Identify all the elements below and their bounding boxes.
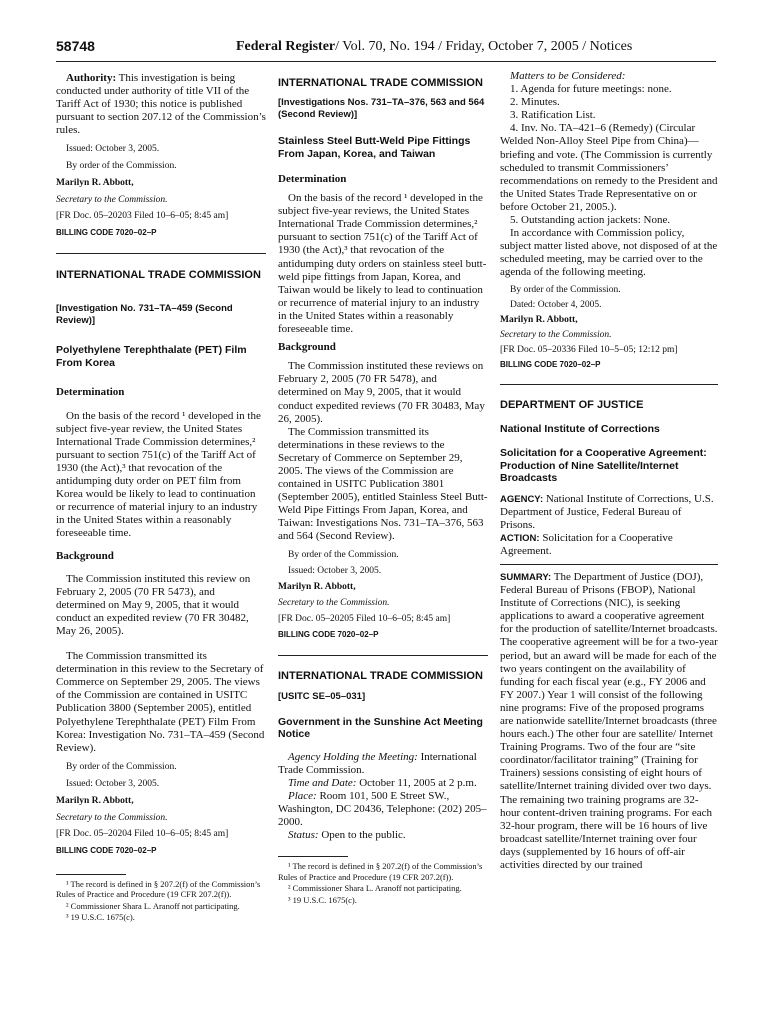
- footnote-2: ² Commissioner Shara L. Aranoff not participating.: [66, 900, 240, 911]
- fr-doc-line: [FR Doc. 05–20336 Filed 10–5–05; 12:12 pm]: [500, 344, 678, 355]
- publication-name: Federal Register: [236, 39, 336, 54]
- summary-paragraph: [500, 571, 718, 872]
- docket-number: [Investigations Nos. 731–TA–376, 563 and 564 (Second Review)]: [278, 97, 485, 120]
- header-citation: [236, 39, 632, 55]
- action-label: ACTION:: [500, 532, 540, 544]
- fr-doc-line: [FR Doc. 05–20205 Filed 10–6–05; 8:45 am]: [278, 613, 451, 624]
- background-heading: Background: [278, 341, 336, 354]
- footnote-rule: [56, 874, 126, 875]
- agency-heading: INTERNATIONAL TRADE COMMISSION: [278, 77, 483, 89]
- notice-subject: Government in the Sunshine Act Meeting Notice: [278, 715, 483, 741]
- footnote-3: ³ 19 U.S.C. 1675(c).: [288, 894, 357, 905]
- agency-heading: INTERNATIONAL TRADE COMMISSION: [278, 669, 483, 682]
- signer-title: Secretary to the Commission.: [56, 195, 168, 206]
- agency-holding-text: International Trade Commission.: [278, 750, 477, 776]
- notice-divider: [278, 655, 488, 656]
- agenda-item: 4. Inv. No. TA–421–6 (Remedy) (Circular Welded Non-Alloy Steel Pipe from China)—briefing and vote. (The Commission is currently scheduled to transmit Commissioners’ recommendations on remedy to the President and the United States Trade Representative on or before October 21, 2005.).: [500, 122, 718, 213]
- by-order: By order of the Commission.: [66, 161, 177, 172]
- agency-holding-label: Agency Holding the Meeting:: [288, 750, 418, 763]
- page-number: 58748: [56, 38, 95, 54]
- notice-subject: Stainless Steel Butt-Weld Pipe Fittings From Japan, Korea, and Taiwan: [278, 135, 471, 160]
- matters-label: Matters to be Considered:: [510, 70, 626, 82]
- background-paragraph-1: The Commission instituted this review on February 2, 2005 (70 FR 5473), and determined on May 9, 2005, that it would conduct an expedited review (70 FR 30482, May 26, 2005).: [56, 572, 251, 637]
- by-order: By order of the Commission.: [66, 761, 177, 772]
- meeting-place: [278, 790, 488, 829]
- time-and-date: [278, 777, 488, 790]
- determination-heading: Determination: [278, 173, 347, 185]
- issued-date: Issued: October 3, 2005.: [288, 565, 382, 576]
- signer-name: Marilyn R. Abbott,: [278, 581, 356, 592]
- fr-doc-line: [FR Doc. 05–20204 Filed 10–6–05; 8:45 am]: [56, 828, 229, 839]
- agency-holding-meeting: [278, 751, 488, 777]
- authority-paragraph: [56, 72, 266, 137]
- agency-text: National Institute of Corrections, U.S. Department of Justice, Federal Bureau of Prisons.: [500, 492, 714, 531]
- sub-agency: National Institute of Corrections: [500, 422, 660, 435]
- signer-title: Secretary to the Commission.: [500, 329, 612, 340]
- time-label: Time and Date:: [288, 776, 357, 789]
- billing-code: BILLING CODE 7020–02–P: [278, 629, 379, 639]
- notice-divider: [56, 253, 266, 254]
- signer-name: Marilyn R. Abbott,: [500, 314, 578, 325]
- signer-title: Secretary to the Commission.: [278, 597, 390, 608]
- billing-code: BILLING CODE 7020–02–P: [56, 845, 157, 855]
- agency-heading: INTERNATIONAL TRADE COMMISSION: [56, 269, 261, 282]
- status-label: Status:: [288, 829, 319, 842]
- issued-date: Issued: October 3, 2005.: [66, 144, 160, 155]
- signer-name: Marilyn R. Abbott,: [56, 795, 134, 806]
- notice-subject: Polyethylene Terephthalate (PET) Film From Korea: [56, 344, 247, 369]
- agenda-list: [500, 83, 718, 227]
- agenda-item: 2. Minutes.: [510, 96, 560, 109]
- dated: Dated: October 4, 2005.: [510, 299, 602, 310]
- summary-divider: [500, 564, 718, 565]
- carryover-policy: In accordance with Commission policy, subject matter listed above, not disposed of at the scheduled meeting, may be carried over to the agenda of the following meeting.: [500, 227, 718, 279]
- determination-text: On the basis of the record ¹ developed in the subject five-year reviews, the United States International Trade Commission determines,² pursuant to section 751(c) of the Tariff Act of 1930 (the Act),³ that revocation of the antidumping duty orders on stainless steel butt-weld pipe fittings from Japan, Korea, and Taiwan would be likely to lead to continuation or recurrence of material injury to an industry in the United States within a reasonably foreseeable time.: [278, 192, 487, 336]
- meeting-status: [278, 829, 488, 842]
- docket-number: [USITC SE–05–031]: [278, 690, 366, 702]
- docket-number: [Investigation No. 731–TA–459 (Second Review)]: [56, 303, 233, 327]
- column-3: [500, 70, 718, 872]
- summary-text: The Department of Justice (DOJ), Federal Bureau of Prisons (FBOP), National Institute of Corrections (NIC), is seeking applications to award a cooperative agreement for the production of satellite/Internet broadcasts. The cooperative agreement will be for a two-year period, but an award will be made for each of the two years contingent on the availability of funding for each fiscal year (e.g., FY 2006 and FY 2007.) Year 1 will consist of the following nine programs: Five of the proposed programs are nationwide satellite/Internet broadcasts (three hours each.) The other four are satellite/ Internet Training Programs. Two of the four are “site coordinator/facilitator training” (Training for Trainers) sessions consisting of eight hours of satellite/Internet training divided over two days. The remaining two training programs are 32-hour content-driven training programs. For each 32-hour program, there will be 16 hours of live broadcast satellite/Internet training over four days (supplemented by 16 hours of off-air activities directed by our trained: [500, 570, 718, 872]
- agency-heading: DEPARTMENT OF JUSTICE: [500, 398, 644, 411]
- background-paragraph-2: The Commission transmitted its determinations in these reviews to the Secretary of Commerce on September 29, 2005. The views of the Commission are contained in USITC Publication 3801 (September 2005), entitled Stainless Steel Butt-Weld Pipe Fittings From Japan, Korea, and Taiwan: Investigations Nos. 731–TA–376, 563 and 564 (Second Review).: [278, 425, 488, 543]
- notice-divider: [500, 384, 718, 385]
- notice-subject: Solicitation for a Cooperative Agreement: Production of Nine Satellite/Internet Broadcasts: [500, 447, 707, 484]
- signer-title: Secretary to the Commission.: [56, 812, 168, 823]
- status-text: Open to the public.: [318, 829, 406, 842]
- running-header: [56, 38, 716, 58]
- by-order: By order of the Commission.: [510, 284, 621, 295]
- time-text: October 11, 2005 at 2 p.m.: [356, 776, 477, 789]
- action-text: Solicitation for a Cooperative Agreement.: [500, 531, 673, 557]
- by-order: By order of the Commission.: [288, 549, 399, 560]
- background-paragraph-2: The Commission transmitted its determination in this review to the Secretary of Commerce on September 29, 2005. The views of the Commission are contained in USITC Publication 3800 (September 2005), entitled Polyethylene Terephthalate (PET) Film From Korea: Investigation No. 731–TA–459 (Second Review).: [56, 650, 265, 754]
- background-heading: Background: [56, 549, 114, 562]
- billing-code: BILLING CODE 7020–02–P: [56, 228, 157, 238]
- issued-date: Issued: October 3, 2005.: [66, 778, 160, 789]
- issue-details: / Vol. 70, No. 194 / Friday, October 7, 2005 / Notices: [335, 39, 633, 54]
- summary-label: SUMMARY:: [500, 571, 552, 583]
- place-label: Place:: [288, 789, 317, 802]
- signer-name: Marilyn R. Abbott,: [56, 178, 134, 189]
- agenda-item: 3. Ratification List.: [510, 109, 596, 122]
- footnote-3: ³ 19 U.S.C. 1675(c).: [66, 912, 135, 923]
- action-line: [500, 532, 718, 558]
- determination-heading: Determination: [56, 386, 125, 399]
- fr-doc-line: [FR Doc. 05–20203 Filed 10–6–05; 8:45 am]: [56, 211, 229, 222]
- footnote-2: ² Commissioner Shara L. Aranoff not participating.: [288, 883, 462, 894]
- footnote-1: ¹ The record is defined in § 207.2(f) of the Commission’s Rules of Practice and Procedure (19 CFR 207.2(f)).: [278, 861, 483, 882]
- authority-label: Authority:: [66, 72, 117, 84]
- agency-label: AGENCY:: [500, 493, 544, 505]
- authority-text: This investigation is being conducted under authority of title VII of the Tariff Act of 1930; this notice is published pursuant to section 207.12 of the Commission’s rules.: [56, 72, 266, 137]
- column-2: [278, 70, 488, 905]
- billing-code: BILLING CODE 7020–02–P: [500, 359, 601, 369]
- background-paragraph-1: The Commission instituted these reviews on February 2, 2005 (70 FR 5478), and determined on May 9, 2005, that it would conduct expedited reviews (70 FR 30483, May 26, 2005).: [278, 360, 485, 425]
- footnote-1: ¹ The record is defined in § 207.2(f) of the Commission’s Rules of Practice and Procedure (19 CFR 207.2(f)).: [56, 878, 261, 900]
- agency-line: [500, 493, 718, 532]
- place-text: Room 101, 500 E Street SW., Washington, DC 20436, Telephone: (202) 205–2000.: [278, 789, 487, 828]
- footnote-rule: [278, 856, 348, 857]
- determination-text: On the basis of the record ¹ developed in the subject five-year review, the United States International Trade Commission determines,² pursuant to section 751(c) of the Tariff Act of 1930 (the Act),³ that revocation of the antidumping duty order on PET film from Korea would be likely to lead to continuation or recurrence of material injury to an industry in the United States within a reasonably foreseeable time.: [56, 409, 261, 540]
- header-rule: [56, 61, 716, 62]
- agenda-item: 1. Agenda for future meetings: none.: [510, 83, 672, 96]
- column-1: [56, 70, 266, 923]
- agenda-item: 5. Outstanding action jackets: None.: [510, 214, 671, 227]
